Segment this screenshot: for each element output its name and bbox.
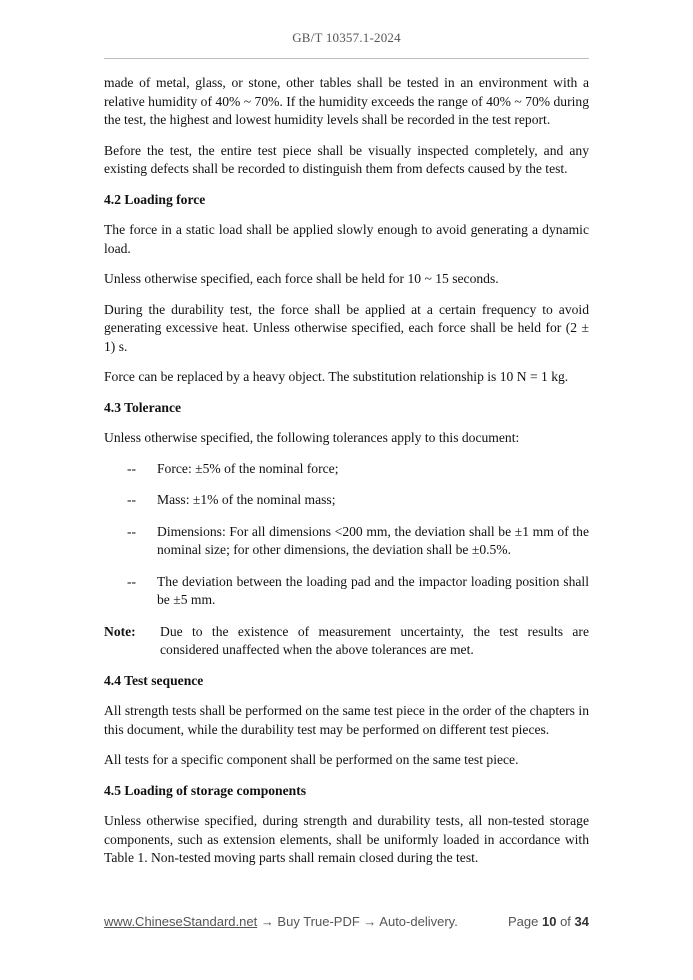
paragraph: During the durability test, the force shall be applied at a certain frequency to avoid generating excessive heat. Unless otherwise specified, each force shall be held for (2 ± 1) s. [104, 301, 589, 354]
note-label: Note: [104, 623, 136, 639]
paragraph: Unless otherwise specified, the following tolerances apply to this document: [104, 430, 520, 445]
page-header [104, 30, 589, 46]
header-divider [104, 58, 589, 59]
footer-left [104, 914, 458, 929]
note-block [104, 623, 589, 660]
tolerance-item [104, 573, 589, 610]
paragraph: All tests for a specific component shall be performed on the same test piece. [104, 752, 519, 767]
section-heading-4-4: 4.4 Test sequence [104, 672, 204, 688]
paragraph: All strength tests shall be performed on the same test piece in the order of the chapters in this document, while the durability test may be performed on different test pieces. [104, 703, 589, 737]
list-text: Force: ±5% of the nominal force; [157, 460, 339, 476]
page-number: 10 [541, 914, 557, 929]
section-heading-4-2: 4.2 Loading force [104, 191, 206, 207]
tolerance-item [104, 491, 589, 510]
page-indicator [508, 914, 589, 929]
section-heading-4-5: 4.5 Loading of storage components [104, 782, 307, 798]
list-text: The deviation between the loading pad and the impactor loading position shall be ±5 mm. [157, 573, 589, 607]
paragraph: Unless otherwise specified, each force shall be held for 10 ~ 15 seconds. [104, 271, 499, 286]
footer-tagline: → Buy True-PDF → Auto-delivery. [257, 914, 458, 929]
list-dash: -- [127, 492, 137, 507]
page-total: 34 [574, 914, 589, 929]
paragraph: Force can be replaced by a heavy object. The substitution relationship is 10 N = 1 kg. [104, 369, 569, 384]
paragraph: Before the test, the entire test piece shall be visually inspected completely, and any existing defects shall be recorded to distinguish them from defects caused by the test. [104, 142, 589, 176]
of-label: of [560, 914, 571, 929]
list-text: Dimensions: For all dimensions <200 mm, the deviation shall be ±1 mm of the nominal size; for other dimensions, the deviation shall be ±0.5%. [157, 523, 589, 557]
note-text: Due to the existence of measurement uncertainty, the test results are considered unaffected when the above tolerances are met. [160, 623, 589, 657]
list-dash: -- [127, 460, 137, 476]
paragraph: Unless otherwise specified, during strength and durability tests, all non-tested storage components, such as extension elements, shall be uniformly loaded in accordance with Table 1. Non-tested moving parts shall remain closed during the test. [104, 813, 589, 865]
tolerance-item [104, 523, 589, 560]
section-heading-4-3: 4.3 Tolerance [104, 399, 182, 415]
list-dash: -- [127, 523, 137, 539]
document-body [104, 74, 589, 880]
page-footer [104, 914, 589, 929]
page-label: Page [507, 914, 539, 929]
standard-id: GB/T 10357.1-2024 [292, 30, 401, 45]
list-dash: -- [127, 573, 137, 589]
tolerance-item [104, 460, 589, 479]
website-link[interactable]: www.ChineseStandard.net [104, 914, 258, 929]
paragraph: made of metal, glass, or stone, other tables shall be tested in an environment with a relative humidity of 40% ~ 70%. If the humidity exceeds the range of 40% ~ 70% during the test, the highest and lowest humidity levels shall be recorded in the test report. [104, 75, 589, 127]
paragraph: The force in a static load shall be applied slowly enough to avoid generating a dynamic load. [104, 222, 589, 256]
list-text: Mass: ±1% of the nominal mass; [157, 492, 336, 507]
